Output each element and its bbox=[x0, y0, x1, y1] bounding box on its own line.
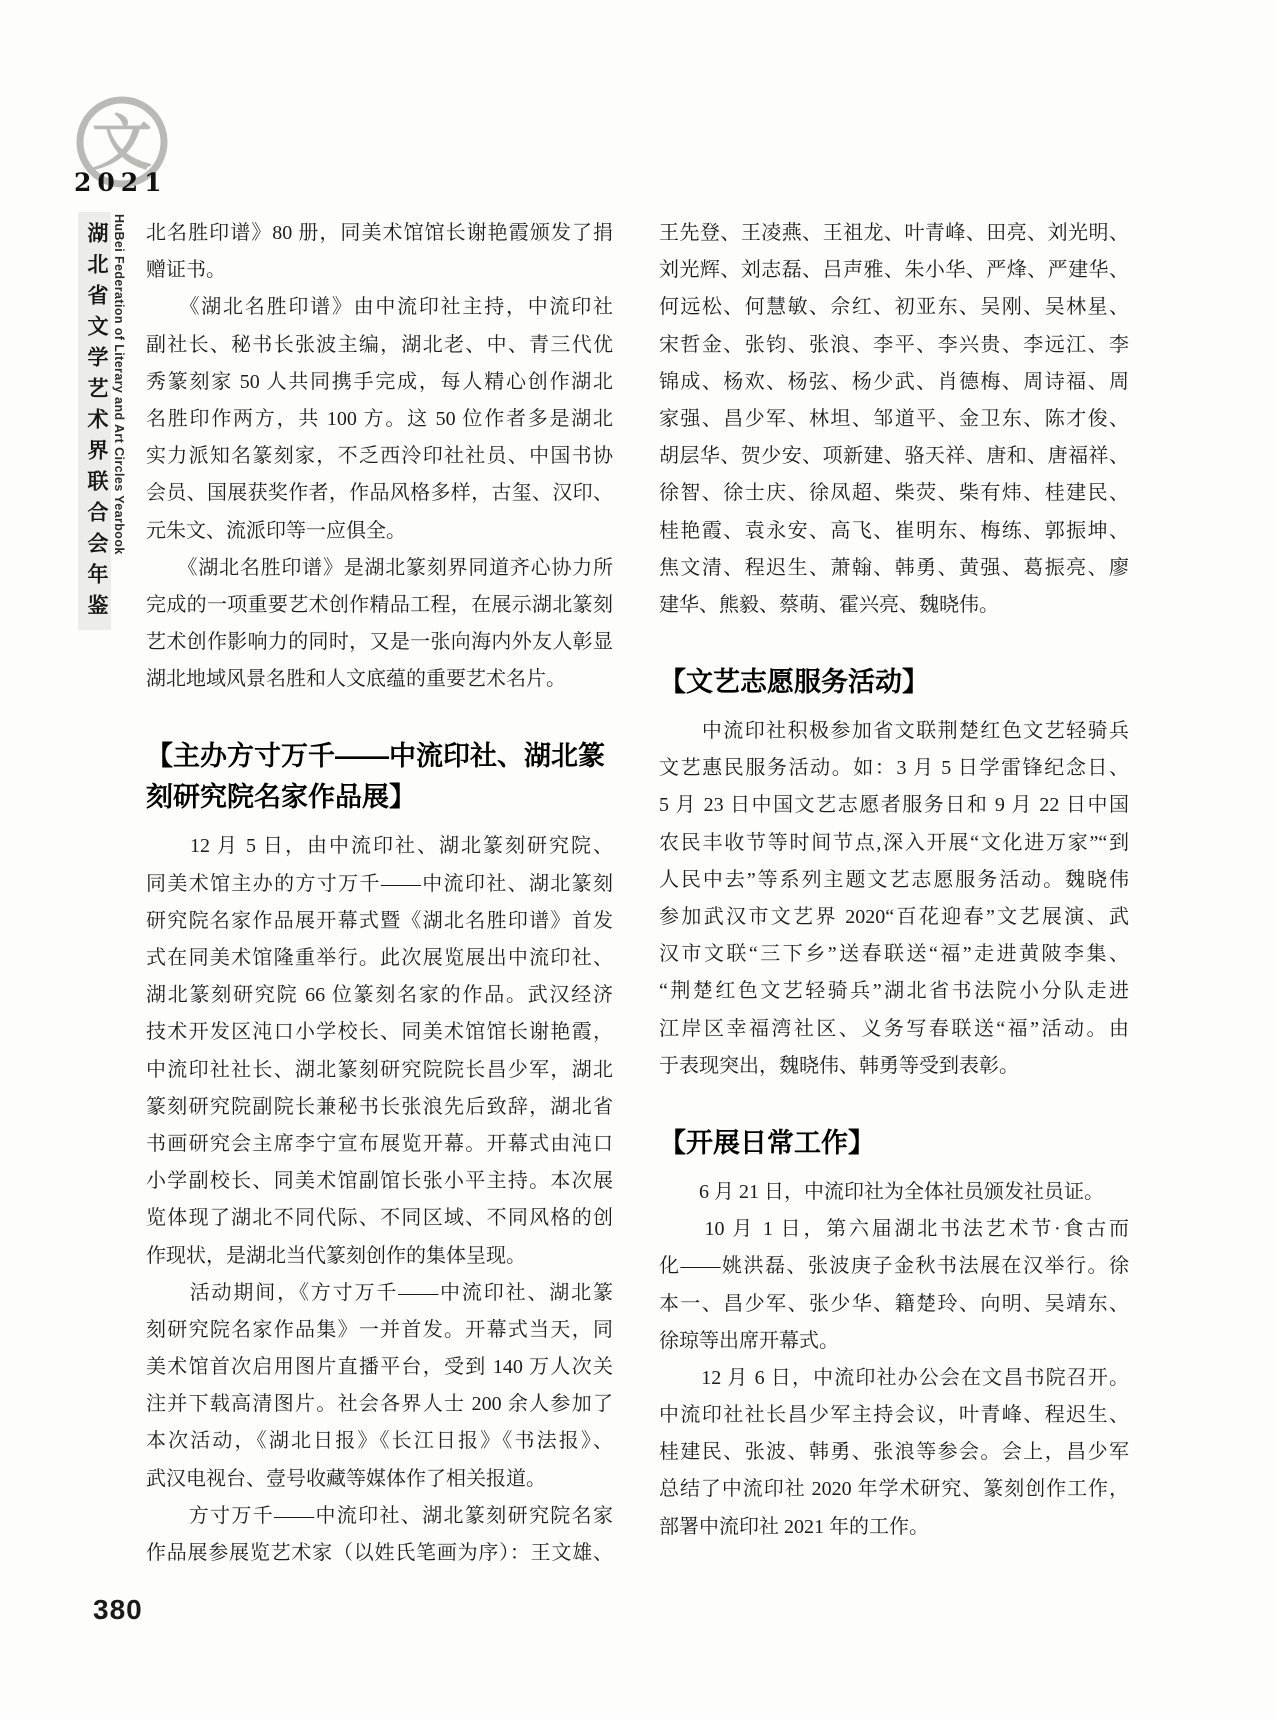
text-line: 《湖北名胜印谱》是湖北篆刻界同道齐心协力所 bbox=[146, 556, 613, 579]
text-line: 秀篆刻家 50 人共同携手完成，每人精心创作湖北 bbox=[146, 370, 613, 393]
text-line: 参加武汉市文艺界 2020“百花迎春”文艺展演、武 bbox=[659, 906, 1129, 928]
text-line: 同美术馆主办的方寸万千——中流印社、湖北篆刻 bbox=[146, 872, 613, 895]
text-line: 方寸万千——中流印社、湖北篆刻研究院名家 bbox=[146, 1504, 613, 1527]
text-line: 中流印社积极参加省文联荆楚红色文艺轻骑兵 bbox=[659, 720, 1129, 743]
text-line: 美术馆首次启用图片直播平台，受到 140 万人次关 bbox=[146, 1356, 613, 1379]
text-line: 刻研究院名家作品集》一并首发。开幕式当天，同 bbox=[146, 1318, 613, 1341]
text-line: 王先登、王凌燕、王祖龙、叶青峰、田亮、刘光明、 bbox=[659, 222, 1129, 244]
text-line: 湖北地域风景名胜和人文底蕴的重要艺术名片。 bbox=[146, 668, 566, 691]
text-line: 6 月 21 日，中流印社为全体社员颁发社员证。 bbox=[659, 1180, 1104, 1203]
text-line: 汉市文联“三下乡”送春联送“福”走进黄陂李集、 bbox=[659, 943, 1129, 966]
text-line: 部署中流印社 2021 年的工作。 bbox=[659, 1515, 929, 1538]
text-line: 化——姚洪磊、张波庚子金秋书法展在汉举行。徐 bbox=[659, 1255, 1129, 1278]
text-line: 名胜印作两方，共 100 方。这 50 位作者多是湖北 bbox=[146, 407, 613, 430]
text-line: 元朱文、流派印等一应俱全。 bbox=[146, 519, 406, 542]
text-line: 锦成、杨欢、杨弦、杨少武、肖德梅、周诗福、周 bbox=[659, 370, 1129, 393]
text-line: 完成的一项重要艺术创作精品工程，在展示湖北篆刻 bbox=[146, 593, 613, 616]
text-line: 注并下载高清图片。社会各界人士 200 余人参加了 bbox=[146, 1393, 613, 1416]
text-line: 总结了中流印社 2020 年学术研究、篆刻创作工作， bbox=[659, 1478, 1129, 1501]
text-line: 胡层华、贺少安、项新建、骆天祥、唐和、唐福祥、 bbox=[659, 445, 1129, 468]
text-line: 技术开发区沌口小学校长、同美术馆馆长谢艳霞， bbox=[146, 1021, 613, 1044]
sidebar-title-english: HuBei Federation of Literary and Art Circles Yearbook bbox=[112, 214, 126, 555]
text-line: 刘光辉、刘志磊、吕声雅、朱小华、严烽、严建华、 bbox=[659, 259, 1129, 282]
section-heading-line: 【文艺志愿服务活动】 bbox=[659, 667, 929, 698]
sidebar-title-chinese: 湖北省文学艺术界联合会年鉴 bbox=[78, 212, 111, 630]
text-line: 中流印社社长昌少军主持会议，叶青峰、程迟生、 bbox=[659, 1404, 1129, 1427]
page-number: 380 bbox=[93, 1594, 143, 1625]
text-line: 研究院名家作品展开幕式暨《湖北名胜印谱》首发 bbox=[146, 909, 613, 932]
text-line: 宋哲金、张钧、张浪、李平、李兴贵、李远江、李 bbox=[659, 333, 1129, 356]
text-line: 文艺惠民服务活动。如：3 月 5 日学雷锋纪念日、 bbox=[659, 757, 1129, 780]
text-line: 武汉电视台、壹号收藏等媒体作了相关报道。 bbox=[146, 1467, 546, 1490]
text-line: 于表现突出，魏晓伟、韩勇等受到表彰。 bbox=[659, 1054, 1019, 1077]
text-line: 建华、熊毅、蔡萌、霍兴亮、魏晓伟。 bbox=[659, 593, 999, 616]
text-line: 《湖北名胜印谱》由中流印社主持，中流印社 bbox=[146, 296, 613, 319]
text-line: 中流印社社长、湖北篆刻研究院院长昌少军，湖北 bbox=[146, 1058, 613, 1081]
text-line: 作品展参展览艺术家（以姓氏笔画为序）：王文雄、 bbox=[146, 1542, 613, 1564]
section-heading-line: 刻研究院名家作品展】 bbox=[146, 782, 416, 813]
text-line: 桂艳霞、袁永安、高飞、崔明东、梅练、郭振坤、 bbox=[659, 519, 1129, 542]
text-line: 5 月 23 日中国文艺志愿者服务日和 9 月 22 日中国 bbox=[659, 794, 1129, 817]
left-column bbox=[146, 215, 613, 1572]
text-line: 12 月 6 日，中流印社办公会在文昌书院召开。 bbox=[659, 1366, 1129, 1389]
text-line: 12 月 5 日，由中流印社、湖北篆刻研究院、 bbox=[146, 835, 613, 858]
text-line: “荆楚红色文艺轻骑兵”湖北省书法院小分队走进 bbox=[659, 980, 1129, 1003]
right-column bbox=[659, 215, 1129, 1546]
text-line: 农民丰收节等时间节点,深入开展“文化进万家”“到 bbox=[659, 831, 1129, 854]
text-line: 活动期间，《方寸万千——中流印社、湖北篆 bbox=[146, 1281, 613, 1304]
text-line: 小学副校长、同美术馆副馆长张小平主持。本次展 bbox=[146, 1170, 613, 1193]
text-line: 桂建民、张波、韩勇、张浪等参会。会上，昌少军 bbox=[659, 1441, 1129, 1464]
section-heading-line: 【开展日常工作】 bbox=[659, 1127, 875, 1158]
section-heading-line: 【主办方寸万千——中流印社、湖北篆 bbox=[146, 741, 605, 772]
text-line: 何远松、何慧敏、佘红、初亚东、吴刚、吴林星、 bbox=[659, 296, 1129, 319]
text-line: 实力派知名篆刻家，不乏西泠印社社员、中国书协 bbox=[146, 445, 613, 468]
text-line: 湖北篆刻研究院 66 位篆刻名家的作品。武汉经济 bbox=[146, 984, 613, 1007]
text-line: 北名胜印谱》80 册，同美术馆馆长谢艳霞颁发了捐 bbox=[146, 222, 613, 244]
text-line: 人民中去”等系列主题文艺志愿服务活动。魏晓伟 bbox=[659, 868, 1129, 891]
text-line: 篆刻研究院副院长兼秘书长张浪先后致辞，湖北省 bbox=[146, 1095, 613, 1118]
text-line: 副社长、秘书长张波主编，湖北老、中、青三代优 bbox=[146, 333, 613, 356]
text-line: 徐琼等出席开幕式。 bbox=[659, 1329, 839, 1352]
text-line: 10 月 1 日，第六届湖北书法艺术节·食古而 bbox=[659, 1218, 1129, 1241]
text-line: 本一、昌少军、张少华、籍楚玲、向明、吴靖东、 bbox=[659, 1292, 1129, 1315]
text-line: 赠证书。 bbox=[146, 259, 226, 282]
text-line: 本次活动，《湖北日报》《长江日报》《书法报》、 bbox=[146, 1430, 613, 1453]
text-line: 艺术创作影响力的同时，又是一张向海内外友人彰显 bbox=[146, 631, 613, 654]
text-line: 书画研究会主席李宁宣布展览开幕。开幕式由沌口 bbox=[146, 1132, 613, 1155]
text-line: 式在同美术馆隆重举行。此次展览展出中流印社、 bbox=[146, 947, 613, 969]
text-line: 作现状，是湖北当代篆刻创作的集体呈现。 bbox=[146, 1244, 526, 1267]
text-line: 徐智、徐士庆、徐凤超、柴荧、柴有炜、桂建民、 bbox=[659, 482, 1129, 505]
text-line: 焦文清、程迟生、萧翰、韩勇、黄强、葛振亮、廖 bbox=[659, 556, 1129, 579]
text-line: 览体现了湖北不同代际、不同区域、不同风格的创 bbox=[146, 1207, 613, 1230]
year-label: 2021 bbox=[74, 168, 168, 197]
text-line: 会员、国展获奖作者，作品风格多样，古玺、汉印、 bbox=[146, 482, 613, 505]
logo-glyph: 文 bbox=[92, 110, 152, 177]
text-line: 家强、昌少军、林坦、邹道平、金卫东、陈才俊、 bbox=[659, 407, 1129, 430]
text-line: 江岸区幸福湾社区、义务写春联送“福”活动。由 bbox=[659, 1017, 1129, 1040]
